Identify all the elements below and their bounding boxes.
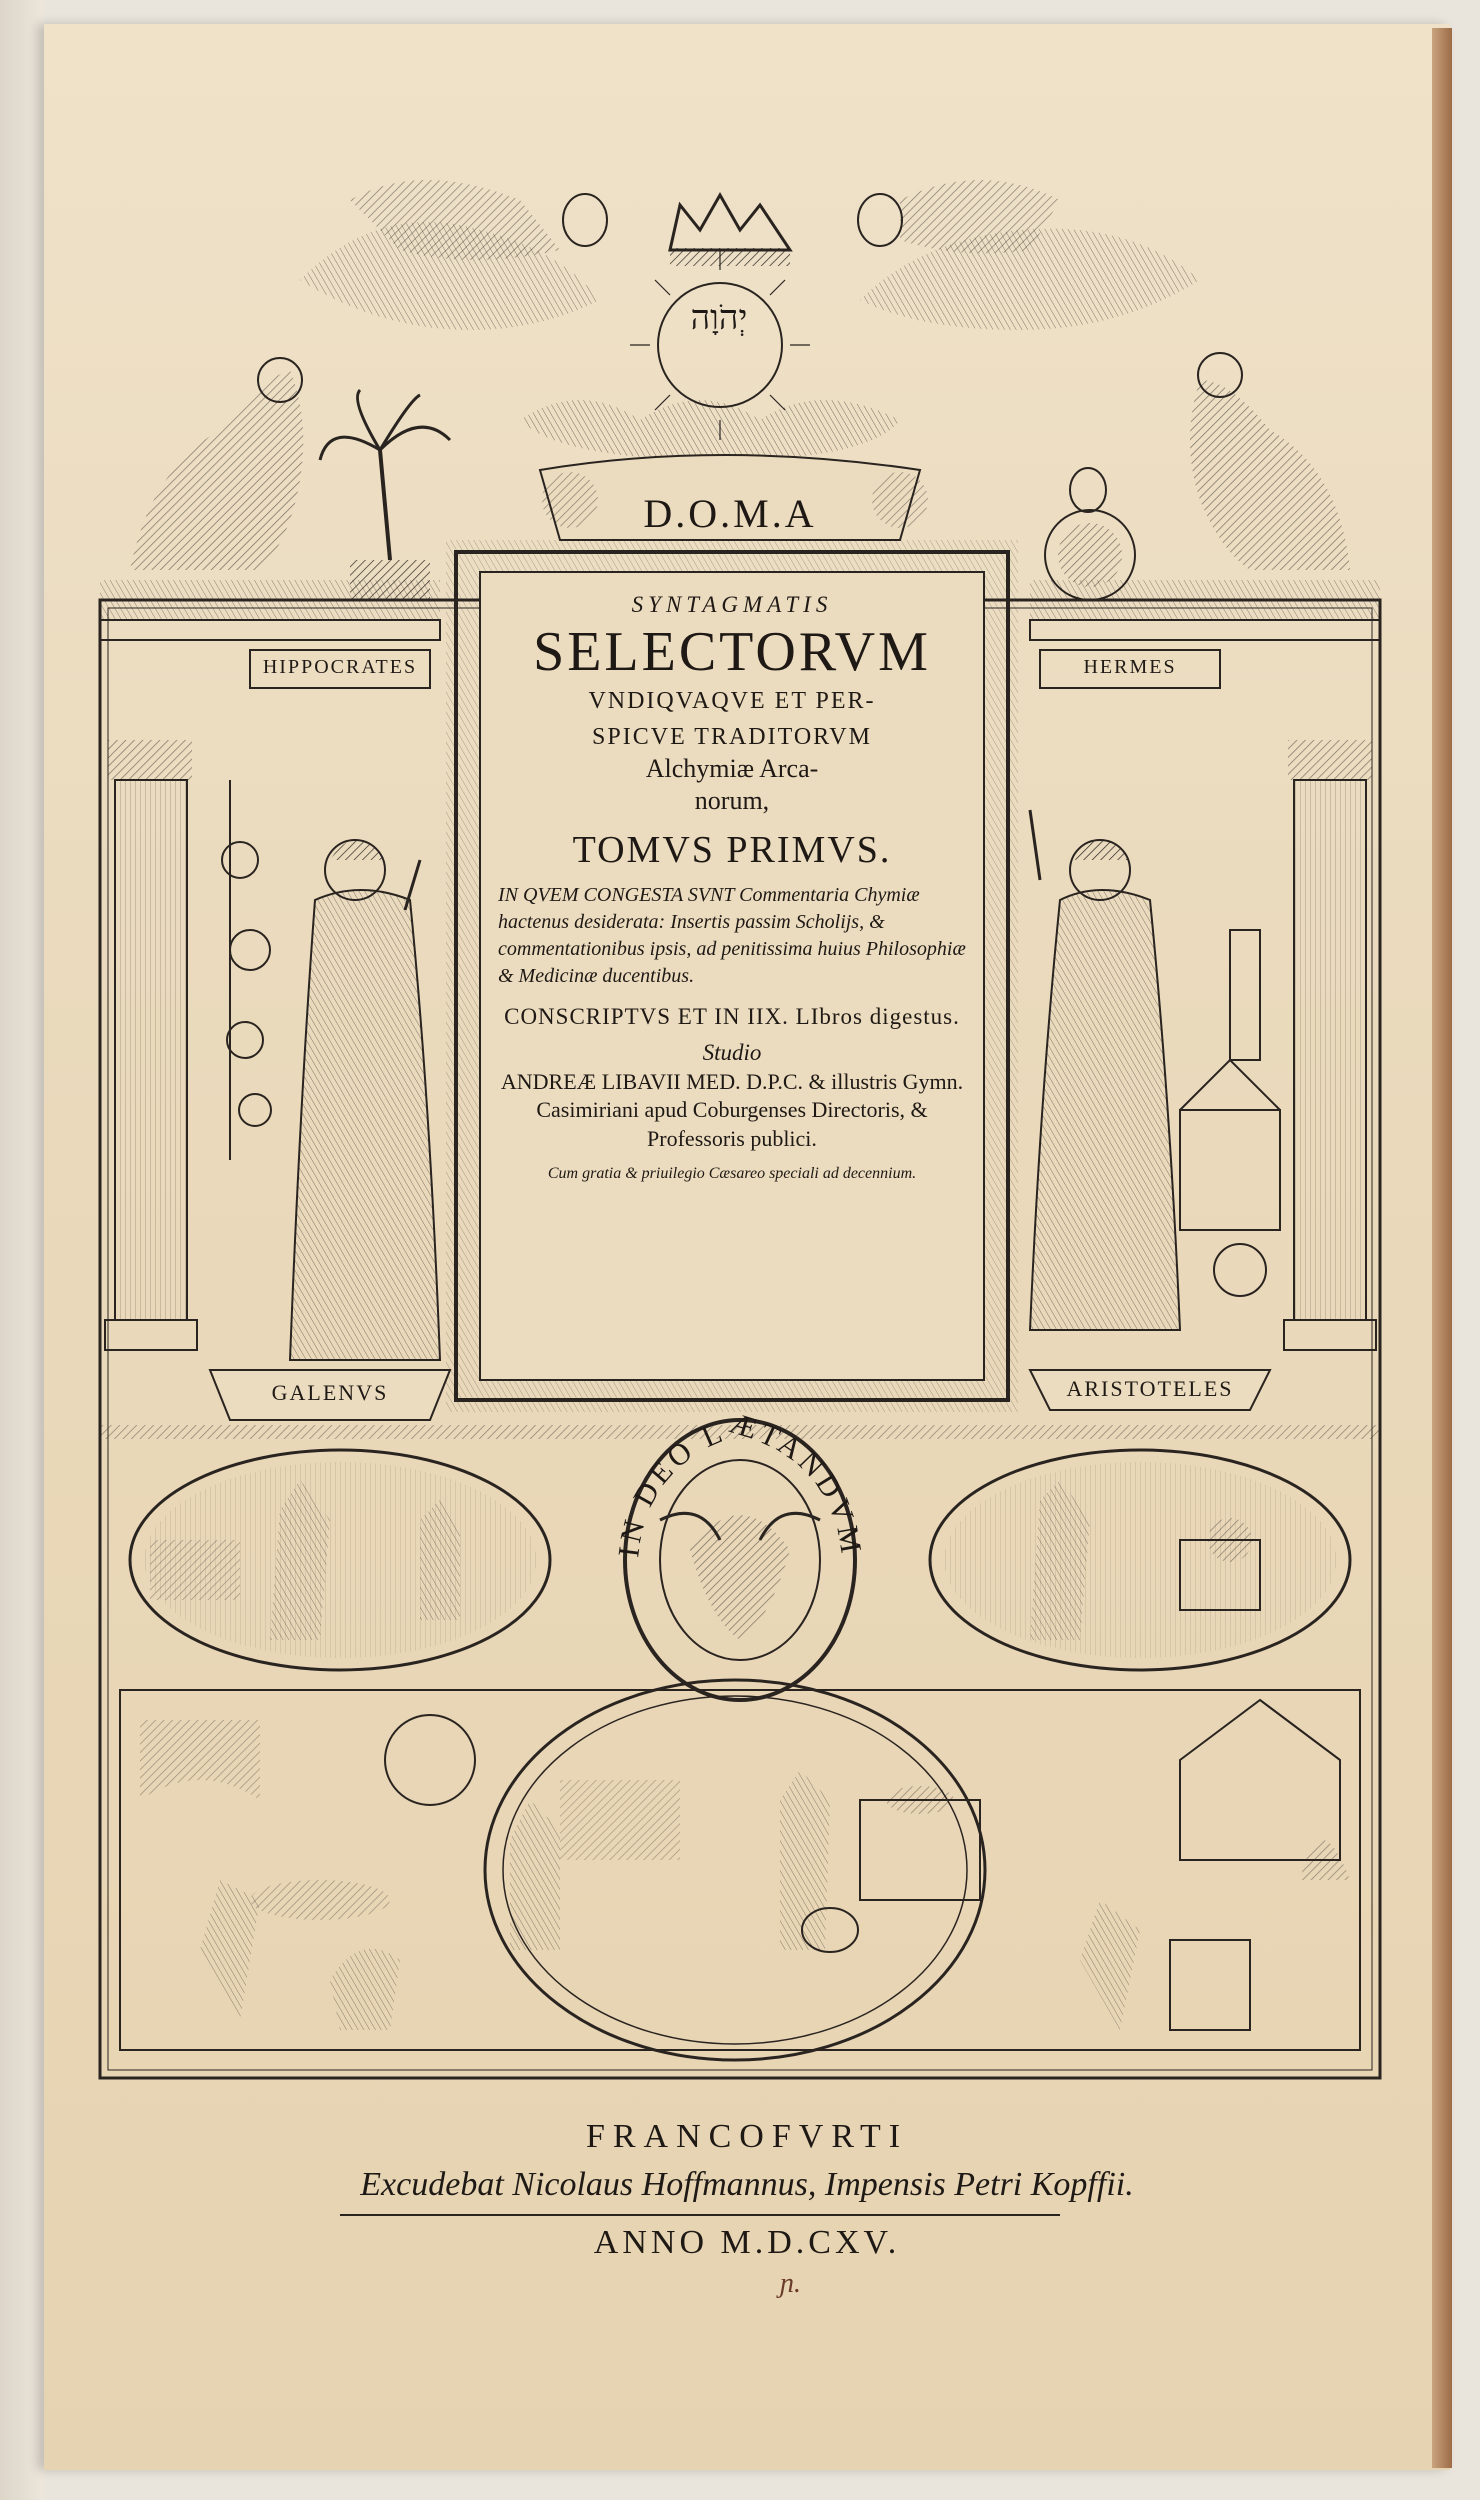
medallion-motto: IN DEO LÆTANDVM [612, 1406, 869, 1560]
title-line-undiquaque: VNDIQVAQVE ET PER- [588, 688, 876, 714]
label-galenus: GALENVS [271, 1380, 389, 1405]
scene-distillation-medallion [485, 1680, 985, 2060]
manuscript-note: ɲ. [780, 2268, 801, 2299]
scholar-left [290, 840, 440, 1360]
title-cartouche [490, 574, 974, 1366]
title-line-traditorum: SPICVE TRADITORVM [592, 724, 872, 750]
kneeling-figure-left [130, 358, 303, 570]
title-line-selectorum: SELECTORVM [533, 621, 931, 683]
imprint-rule [340, 2214, 1060, 2216]
hanging-flasks [222, 780, 271, 1160]
scholar-right [1030, 810, 1180, 1330]
title-line-norum: norum, [694, 785, 770, 815]
scene-garden-house [1080, 1700, 1350, 2030]
tetragrammaton: יְהֹוָה [690, 298, 748, 338]
label-aristoteles: ARISTOTELES [1066, 1376, 1234, 1401]
imprint-printer: Excudebat Nicolaus Hoffmannus, Impensis Petri Kopffii. [360, 2166, 1134, 2203]
title-conscriptus: CONSCRIPTVS ET IN IIX. LIbros digestus. [504, 1003, 960, 1029]
column-right [1284, 740, 1376, 1350]
title-author: ANDREÆ LIBAVII MED. D.P.C. & illustris Gymn. Casimiriani apud Coburgenses Directoris, & Professoris publici. [500, 1068, 964, 1151]
scene-laboratory [930, 1450, 1350, 1670]
title-privilege: Cum gratia & priuilegio Cæsareo speciali ad decennium. [547, 1165, 917, 1183]
scene-mining [140, 1715, 475, 2030]
title-line-alchymiae: Alchymiæ Arca- [645, 754, 819, 783]
imprint-place: FRANCOFVRTI [585, 2118, 909, 2155]
column-left [105, 740, 197, 1350]
scene-sickbed [130, 1450, 550, 1670]
title-description: IN QVEM CONGESTA SVNT Commentaria Chymiæ hactenus desiderata: Insertis passim Scholijs, & commentationibus ipsis, ad penitissima huius Philosophiæ & Medicinæ ducentibus. [498, 883, 966, 987]
label-hippocrates: HIPPOCRATES [262, 656, 418, 678]
label-hermes: HERMES [1083, 656, 1177, 678]
kneeling-figure-right [1190, 353, 1350, 570]
dedication: D.O.M.A [643, 491, 817, 536]
title-studio: Studio [702, 1039, 762, 1065]
imprint-year: ANNO M.D.CXV. [593, 2224, 901, 2261]
title-line-syntagmatis: SYNTAGMATIS [631, 592, 833, 617]
palm-tree-pot [320, 390, 450, 600]
furnace-right [1180, 930, 1280, 1296]
title-tomus: TOMVS PRIMVS. [572, 828, 892, 871]
